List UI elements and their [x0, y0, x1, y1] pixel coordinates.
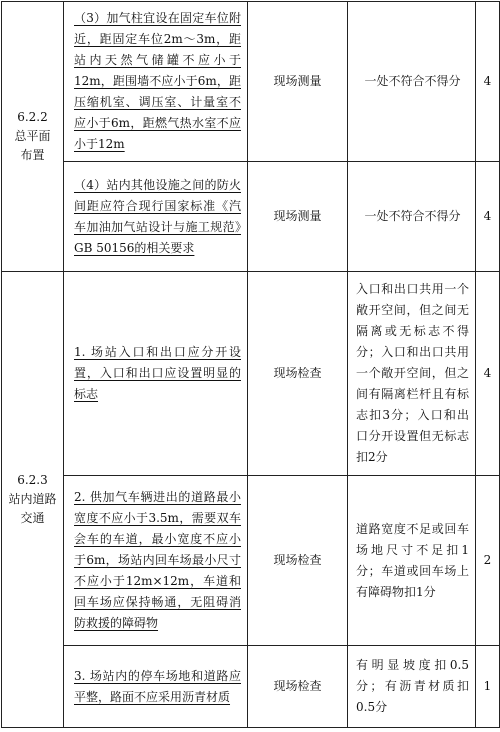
table-row — [2, 646, 500, 728]
section-code: 6.2.3 — [17, 473, 48, 487]
score-cell: 4 — [476, 272, 500, 476]
criteria-cell: 一处不符合不得分 — [348, 2, 476, 162]
score-cell: 1 — [476, 646, 500, 728]
score-cell: 4 — [476, 162, 500, 272]
section-code: 6.2.2 — [17, 110, 48, 124]
table-row — [2, 2, 500, 162]
section-code-cell — [2, 2, 64, 272]
requirement-cell — [64, 2, 248, 162]
criteria-cell: 有明显坡度扣0.5分；有沥青材质扣0.5分 — [348, 646, 476, 728]
criteria-cell: 入口和出口共用一个敞开空间，但之间无隔离或无标志不得分；入口和出口共用一个敞开空间，但之间有隔离栏杆且有标志扣3分；入口和出口分开设置但无标志扣2分 — [348, 272, 476, 476]
method-cell: 现场检查 — [248, 646, 348, 728]
requirement-text: 1. 场站入口和出口应分开设置，入口和出口应设置明显的标志 — [74, 345, 241, 401]
table-row — [2, 476, 500, 646]
requirement-cell — [64, 162, 248, 272]
requirement-cell — [64, 272, 248, 476]
score-cell: 2 — [476, 476, 500, 646]
score-cell: 4 — [476, 2, 500, 162]
section-title-line: 站内道路 — [8, 492, 57, 506]
section-code-cell — [2, 272, 64, 728]
section-title-line: 布置 — [20, 148, 45, 162]
method-cell: 现场测量 — [248, 162, 348, 272]
inspection-table — [1, 1, 500, 728]
table-row — [2, 162, 500, 272]
requirement-text: 2. 供加气车辆进出的道路最小宽度不应小于3.5m，需要双车会车的车道，最小宽度不应小于6m，场站内回车场最小尺寸不应小于12m×12m，车道和回车场应保持畅通，无阻碍消防救援的障碍物 — [74, 490, 241, 630]
section-title-line: 总平面 — [14, 129, 51, 143]
requirement-cell — [64, 646, 248, 728]
criteria-cell: 一处不符合不得分 — [348, 162, 476, 272]
criteria-cell: 道路宽度不足或回车场地尺寸不足扣1分；车道或回车场上有障碍物扣1分 — [348, 476, 476, 646]
requirement-text: （4）站内其他设施之间的防火间距应符合现行国家标准《汽车加油加气站设计与施工规范》GB 50156的相关要求 — [74, 177, 241, 255]
section-title-line: 交通 — [20, 511, 45, 525]
requirement-cell — [64, 476, 248, 646]
method-cell: 现场检查 — [248, 272, 348, 476]
table-row — [2, 272, 500, 476]
requirement-text: 3. 场站内的停车场地和道路应平整，路面不应采用沥青材质 — [74, 668, 241, 704]
method-cell: 现场测量 — [248, 2, 348, 162]
method-cell: 现场检查 — [248, 476, 348, 646]
requirement-text: （3）加气柱宜设在固定车位附近，距固定车位2m～3m，距站内天然气储罐不应小于12m，距围墙不应小于6m，距压缩机室、调压室、计量室不应小于6m，距燃气热水室不应小于12m — [74, 11, 241, 151]
